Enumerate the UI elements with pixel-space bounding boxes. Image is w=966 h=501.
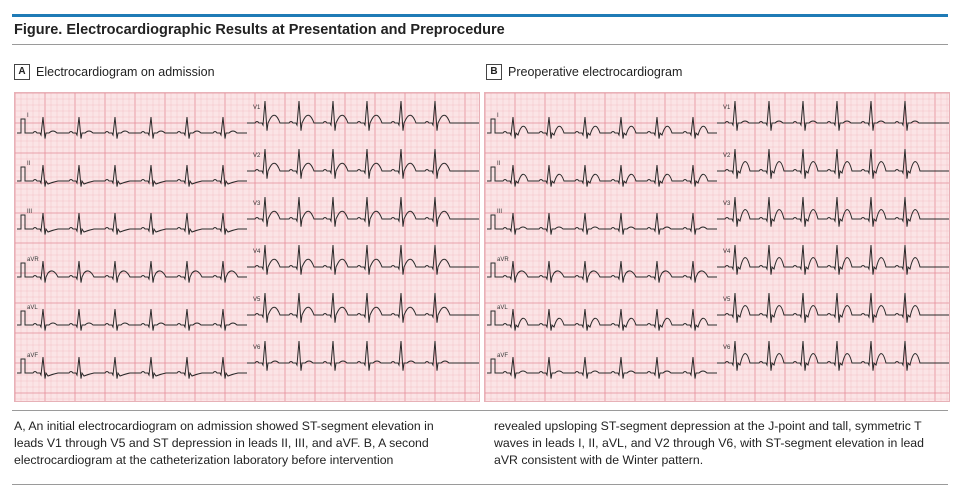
lead-label-II: II <box>27 161 31 167</box>
title-divider <box>12 44 948 45</box>
lead-label-aVL: aVL <box>497 305 508 311</box>
lead-label-III: III <box>497 209 503 215</box>
lead-label-V1: V1 <box>723 105 731 111</box>
lead-label-V4: V4 <box>253 249 261 255</box>
panel-b-letter: B <box>486 64 502 80</box>
ecg-tracing-b <box>485 93 949 401</box>
lead-label-V1: V1 <box>253 105 261 111</box>
panel-a-label <box>14 64 215 80</box>
lead-label-V5: V5 <box>723 297 731 303</box>
panel-a-letter: A <box>14 64 30 80</box>
lead-label-I: I <box>497 113 499 119</box>
lead-label-III: III <box>27 209 33 215</box>
lead-label-V2: V2 <box>253 153 261 159</box>
lead-label-V6: V6 <box>253 345 261 351</box>
lead-label-V3: V3 <box>723 201 731 207</box>
lead-label-aVF: aVF <box>497 353 509 359</box>
lead-label-aVR: aVR <box>27 257 39 263</box>
lead-label-V2: V2 <box>723 153 731 159</box>
lead-label-aVL: aVL <box>27 305 38 311</box>
caption-right-text: revealed upsloping ST-segment depression at the J-point and tall, symmetric T waves in leads I, II, aVL, and V2 through V6, with ST-segment elevation in lead aVR consistent with de Winter pattern. <box>494 419 924 467</box>
ecg-panel-a <box>14 92 480 402</box>
caption-left <box>14 418 466 469</box>
panel-a-title: Electrocardiogram on admission <box>36 65 215 79</box>
lead-label-V3: V3 <box>253 201 261 207</box>
lead-label-V4: V4 <box>723 249 731 255</box>
lead-label-I: I <box>27 113 29 119</box>
lead-label-aVR: aVR <box>497 257 509 263</box>
lead-label-V6: V6 <box>723 345 731 351</box>
caption-divider <box>12 410 948 411</box>
lead-label-II: II <box>497 161 501 167</box>
caption-right <box>494 418 946 469</box>
ecg-panel-b <box>484 92 950 402</box>
ecg-paper <box>15 93 479 401</box>
panel-b-title: Preoperative electrocardiogram <box>508 65 683 79</box>
ecg-tracing-a <box>15 93 479 401</box>
figure-title: Figure. Electrocardiographic Results at Presentation and Preprocedure <box>14 22 505 38</box>
panel-b-label <box>486 64 682 80</box>
bottom-divider <box>12 484 948 485</box>
caption-left-text: A, An initial electrocardiogram on admission showed ST-segment elevation in leads V1 through V5 and ST depression in leads II, III, and aVF. B, A second electrocardiogram at the catheterization laboratory before intervention <box>14 419 434 467</box>
lead-label-V5: V5 <box>253 297 261 303</box>
figure-accent-bar <box>12 14 948 17</box>
lead-label-aVF: aVF <box>27 353 39 359</box>
